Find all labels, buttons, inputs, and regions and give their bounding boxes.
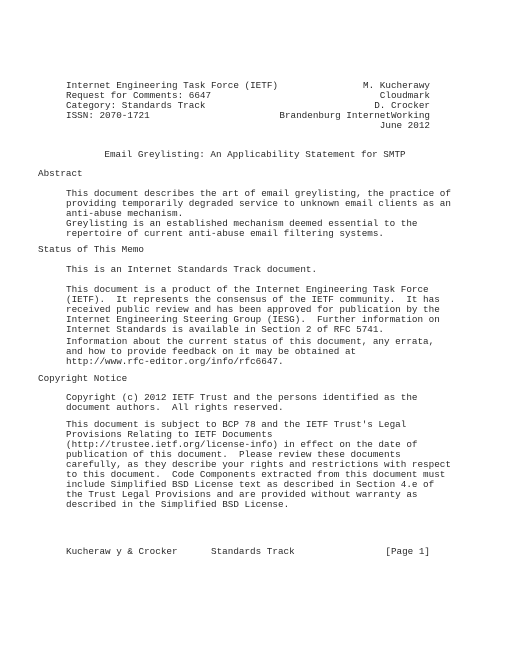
text-line: the Trust Legal Provisions and are provided without warranty as [66, 489, 418, 500]
header-row-5 [66, 121, 430, 131]
status-heading: Status of This Memo [38, 244, 145, 255]
text-line: This document is a product of the Internet Engineering Task Force [66, 284, 429, 295]
header-row-4 [66, 111, 430, 121]
text-line: Internet Standards is available in Section 2 of RFC 5741. [66, 324, 385, 335]
header-category: Category: Standards Track [66, 100, 206, 111]
document-title: Email Greylisting: An Applicability Statement for SMTP [104, 149, 406, 160]
header-organization: Internet Engineering Task Force (IETF) [66, 80, 279, 91]
text-line: This is an Internet Standards Track document. [66, 264, 318, 275]
text-line: Greylisting is an established mechanism deemed essential to the [66, 218, 418, 229]
footer-track: Standards Track [211, 546, 295, 557]
header-author-1: M. Kucherawy [363, 80, 430, 91]
header-date: June 2012 [379, 120, 430, 131]
text-line: anti-abuse mechanism. [66, 208, 184, 219]
text-line: (http://trustee.ietf.org/license-info) in effect on the date of [66, 439, 418, 450]
header-affiliation-1: Cloudmark [379, 90, 430, 101]
text-line: received public review and has been approved for publication by the [66, 304, 440, 315]
header-affiliation-2: Brandenburg InternetWorking [279, 110, 430, 121]
text-line: Internet Engineering Steering Group (IESG). Further information on [66, 314, 440, 325]
text-line: http://www.rfc-editor.org/info/rfc6647. [66, 356, 284, 367]
text-line: repertoire of current anti-abuse email filtering systems. [66, 228, 385, 239]
text-line: publication of this document. Please review these documents [66, 449, 401, 460]
text-line: Copyright (c) 2012 IETF Trust and the persons identified as the [66, 392, 418, 403]
text-line: include Simplified BSD License text as described in Section 4.e of [66, 479, 435, 490]
header-rfc-number: Request for Comments: 6647 [66, 90, 212, 101]
text-line: Provisions Relating to IETF Documents [66, 429, 273, 440]
text-line: This document describes the art of email greylisting, the practice of [66, 188, 451, 199]
footer-page-number: [Page 1] [385, 546, 430, 557]
footer-authors: Kucheraw y & Crocker [66, 546, 178, 557]
text-line: This document is subject to BCP 78 and the IETF Trust's Legal [66, 419, 407, 430]
text-line: described in the Simplified BSD License. [66, 499, 290, 510]
text-line: Information about the current status of this document, any errata, [66, 336, 435, 347]
text-line: and how to provide feedback on it may be obtained at [66, 346, 357, 357]
abstract-heading: Abstract [38, 168, 83, 179]
header-issn: ISSN: 2070-1721 [66, 110, 150, 121]
text-line: (IETF). It represents the consensus of the IETF community. It has [66, 294, 440, 305]
text-line: document authors. All rights reserved. [66, 402, 284, 413]
text-line: providing temporarily degraded service to unknown email clients as an [66, 198, 451, 209]
text-line: carefully, as they describe your rights and restrictions with respect [66, 459, 451, 470]
page-footer [66, 547, 430, 557]
copyright-heading: Copyright Notice [38, 373, 128, 384]
header-author-2: D. Crocker [374, 100, 430, 111]
text-line: to this document. Code Components extracted from this document must [66, 469, 446, 480]
